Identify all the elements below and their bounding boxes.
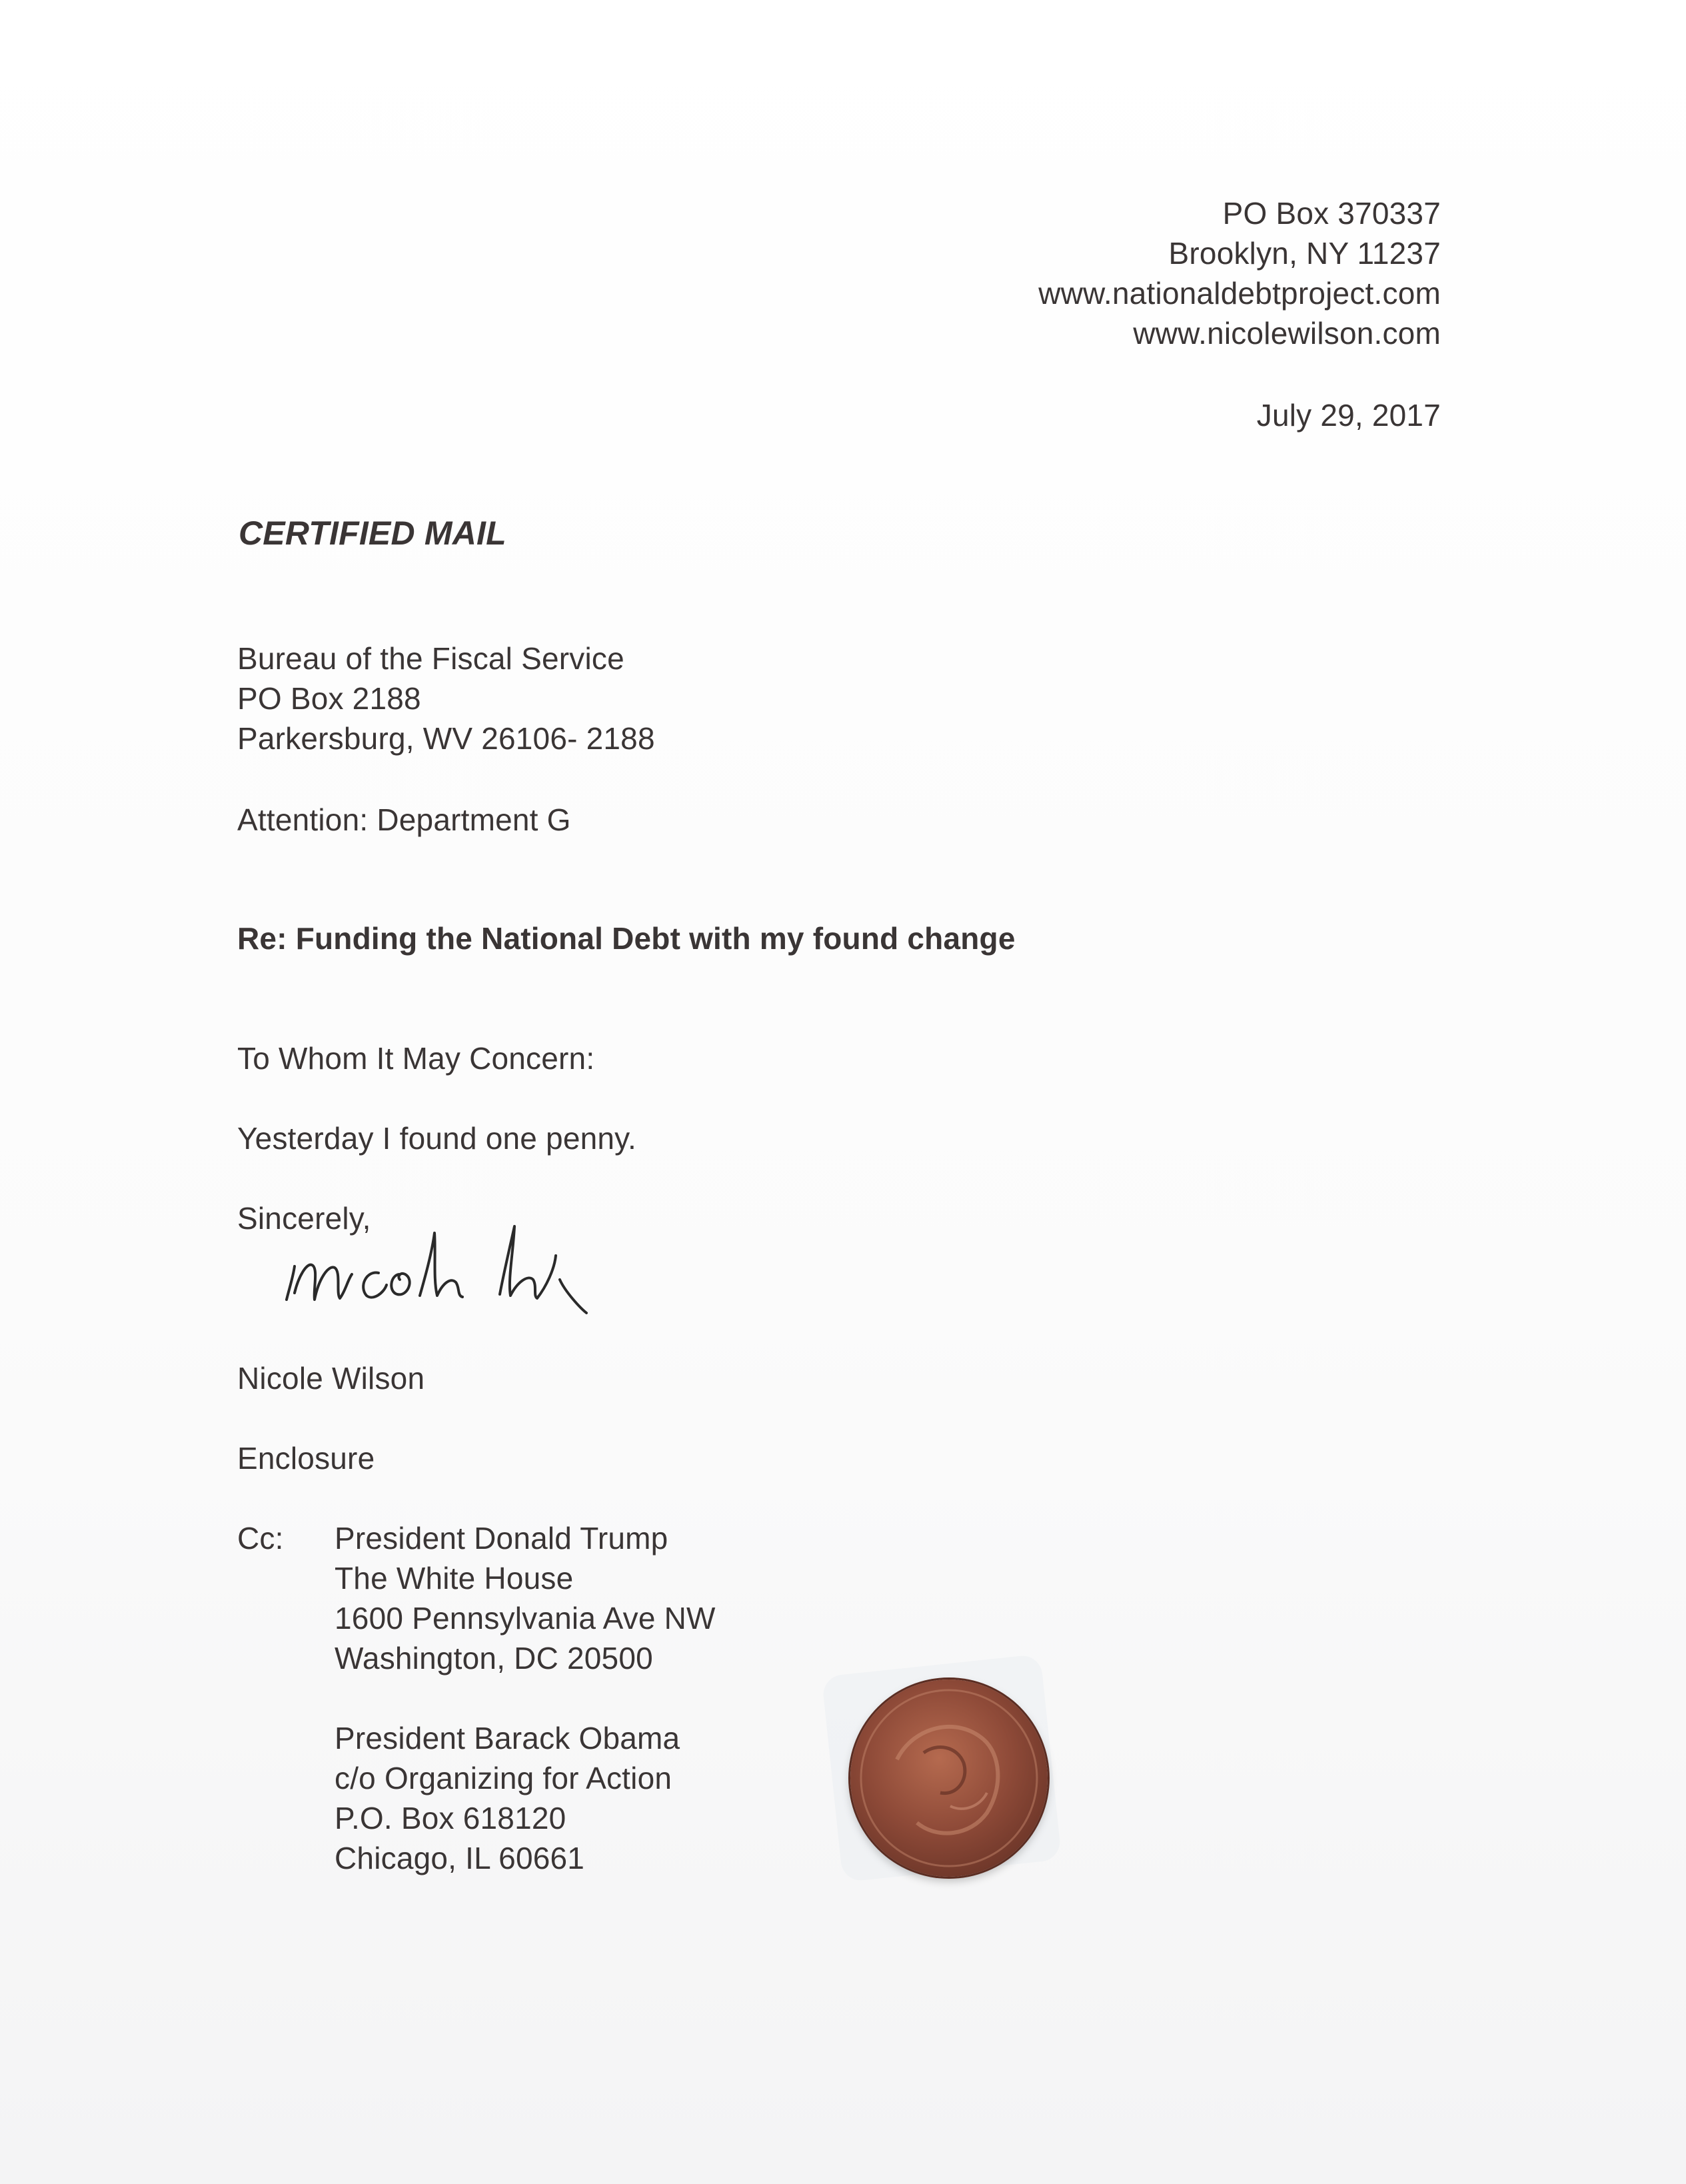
recipient-address-line1: PO Box 2188 — [237, 681, 421, 716]
sender-address — [1038, 193, 1441, 353]
sender-address-line1: PO Box 370337 — [1222, 196, 1441, 231]
cc-label: Cc: — [237, 1521, 284, 1556]
subject-line: Re: Funding the National Debt with my found change — [237, 921, 1016, 956]
recipient-address — [237, 638, 655, 758]
cc-recipient-line: P.O. Box 618120 — [335, 1801, 566, 1835]
sender-website2: www.nicolewilson.com — [1133, 316, 1441, 351]
penny-coin-icon — [850, 1679, 1048, 1877]
signature-name: Nicole Wilson — [237, 1361, 425, 1396]
letter-date: July 29, 2017 — [1256, 398, 1441, 433]
cc-recipient-line: The White House — [335, 1561, 574, 1596]
cc-recipient-line: 1600 Pennsylvania Ave NW — [335, 1601, 716, 1636]
cc-recipient — [335, 1718, 680, 1878]
sender-address-line2: Brooklyn, NY 11237 — [1168, 236, 1441, 271]
handwritten-signature — [267, 1213, 680, 1333]
cc-recipient — [335, 1518, 716, 1678]
closing: Sincerely, — [237, 1201, 371, 1236]
sender-website1: www.nationaldebtproject.com — [1038, 276, 1441, 311]
cc-recipient-line: Chicago, IL 60661 — [335, 1841, 585, 1875]
penny-relief — [850, 1679, 1048, 1877]
letter-body: Yesterday I found one penny. — [237, 1121, 636, 1156]
cc-recipient-line: c/o Organizing for Action — [335, 1761, 672, 1795]
cc-recipient-line: President Donald Trump — [335, 1521, 668, 1556]
salutation: To Whom It May Concern: — [237, 1041, 595, 1076]
cc-recipient-line: President Barack Obama — [335, 1721, 680, 1755]
mail-type-heading: CERTIFIED MAIL — [239, 515, 506, 552]
cc-recipient-line: Washington, DC 20500 — [335, 1641, 653, 1675]
recipient-address-line2: Parkersburg, WV 26106- 2188 — [237, 721, 655, 756]
recipient-name: Bureau of the Fiscal Service — [237, 641, 624, 676]
attention-line: Attention: Department G — [237, 802, 571, 837]
enclosure-note: Enclosure — [237, 1441, 375, 1476]
